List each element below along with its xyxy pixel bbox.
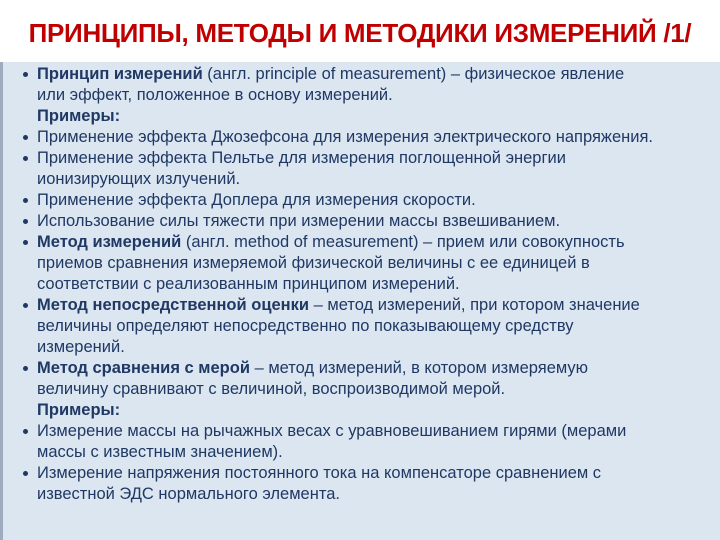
- bold-term: Метод измерений: [37, 233, 182, 251]
- body-text: или эффект, положенное в основу измерений.: [37, 86, 393, 104]
- bullet-marker-icon: [23, 156, 28, 161]
- text-line: [37, 85, 720, 106]
- bold-term: Метод сравнения с мерой: [37, 359, 250, 377]
- body-text: Измерение напряжения постоянного тока на компенсаторе сравнением с: [37, 464, 602, 482]
- body-text: массы с известным значением).: [37, 443, 283, 461]
- text-line: [37, 421, 720, 442]
- body-text: Применение эффекта Пельтье для измерения поглощенной энергии: [37, 149, 566, 167]
- body-text: ионизирующих излучений.: [37, 170, 241, 188]
- body-text: измерений.: [37, 338, 125, 356]
- text-line: [37, 169, 720, 190]
- body-text: соответствии с реализованным принципом измерений.: [37, 275, 460, 293]
- body-text: Измерение массы на рычажных весах с уравновешиванием гирями (мерами: [37, 422, 627, 440]
- text-line: [37, 148, 720, 169]
- text-line: [37, 316, 720, 337]
- body-text: приемов сравнения измеряемой физической величины с ее единицей в: [37, 254, 590, 272]
- bullet-marker-icon: [23, 303, 28, 308]
- bullet-marker-icon: [23, 240, 28, 245]
- bullet-marker-icon: [23, 366, 28, 371]
- bullet-marker-icon: [23, 429, 28, 434]
- body-text: Применение эффекта Доплера для измерения скорости.: [37, 191, 476, 209]
- text-line: [37, 190, 720, 211]
- text-line: [37, 253, 720, 274]
- text-line: [37, 232, 720, 253]
- slide-content-panel: [0, 62, 720, 540]
- text-line: [37, 295, 720, 316]
- body-text: Использование силы тяжести при измерении массы взвешиванием.: [37, 212, 561, 230]
- body-text: (англ. principle of measurement) – физическое явление: [202, 65, 625, 83]
- bold-term: Принцип измерений: [37, 65, 203, 83]
- bullet-marker-icon: [23, 219, 28, 224]
- bold-term: Примеры:: [37, 401, 121, 419]
- list-item: [22, 421, 720, 463]
- text-line: [37, 442, 720, 463]
- body-text: величины определяют непосредственно по показывающему средству: [37, 317, 574, 335]
- list-item: [22, 127, 720, 148]
- body-text: известной ЭДС нормального элемента.: [37, 485, 340, 503]
- list-item: [22, 358, 720, 421]
- slide-title: ПРИНЦИПЫ, МЕТОДЫ И МЕТОДИКИ ИЗМЕРЕНИЙ /1/: [28, 17, 692, 48]
- bullet-marker-icon: [23, 471, 28, 476]
- list-item: [22, 64, 720, 127]
- text-line: [37, 106, 720, 127]
- text-line: [37, 127, 720, 148]
- text-line: [37, 484, 720, 505]
- bullet-marker-icon: [23, 72, 28, 77]
- list-item: [22, 232, 720, 295]
- list-item: [22, 463, 720, 505]
- list-item: [22, 211, 720, 232]
- text-line: [37, 337, 720, 358]
- bullet-marker-icon: [23, 198, 28, 203]
- list-item: [22, 148, 720, 190]
- list-item: [22, 190, 720, 211]
- bullet-marker-icon: [23, 135, 28, 140]
- text-line: [37, 274, 720, 295]
- text-line: [37, 400, 720, 421]
- slide-title-area: [0, 0, 720, 62]
- body-text: (англ. method of measurement) – прием или совокупность: [181, 233, 625, 251]
- text-line: [37, 64, 720, 85]
- list-item: [22, 295, 720, 358]
- bold-term: Примеры:: [37, 107, 121, 125]
- body-text: – метод измерений, при котором значение: [309, 296, 640, 314]
- text-line: [37, 379, 720, 400]
- bold-term: Метод непосредственной оценки: [37, 296, 310, 314]
- body-text: – метод измерений, в котором измеряемую: [249, 359, 589, 377]
- body-text: Применение эффекта Джозефсона для измерения электрического напряжения.: [37, 128, 653, 146]
- text-line: [37, 358, 720, 379]
- text-line: [37, 211, 720, 232]
- text-line: [37, 463, 720, 484]
- bullet-list: [22, 64, 720, 505]
- body-text: величину сравнивают с величиной, воспроизводимой мерой.: [37, 380, 506, 398]
